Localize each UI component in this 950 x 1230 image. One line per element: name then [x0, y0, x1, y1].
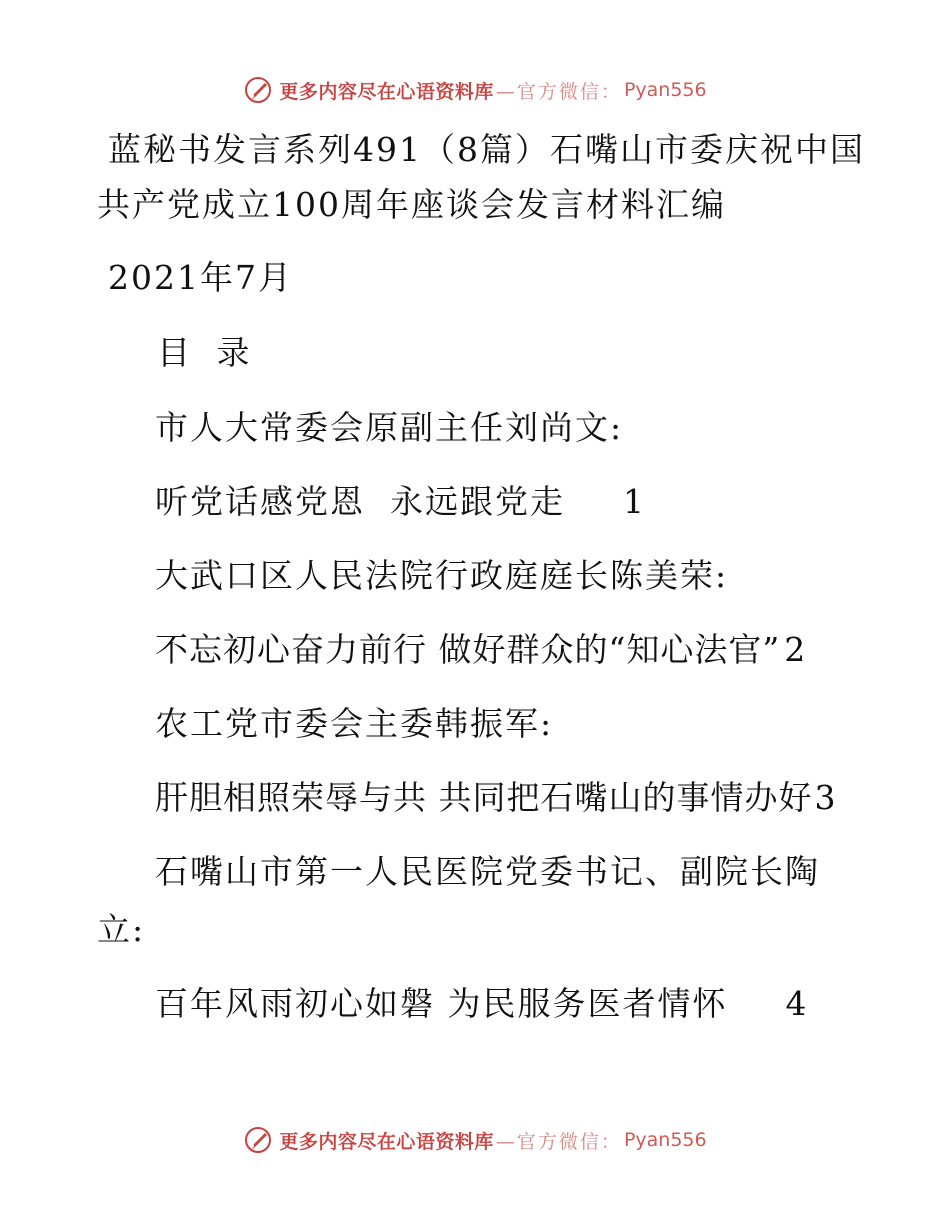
doc-date: 2021年7月 [108, 258, 293, 297]
toc-page-number: 3 [814, 778, 837, 817]
toc-page-number: 4 [785, 984, 809, 1023]
toc-speaker-3: 农工党市委会主委韩振军: [155, 704, 554, 743]
doc-title-line2: 共产党成立100周年座谈会发言材料汇编 [97, 185, 726, 224]
toc-page-number: 2 [784, 630, 807, 669]
toc-speaker-1: 市人大常委会原副主任刘尚文: [155, 408, 624, 447]
watermark-text: —官方微信： [495, 80, 622, 103]
doc-title-line1: 蓝秘书发言系列491（8篇）石嘴山市委庆祝中国 [108, 130, 865, 169]
toc-entry-title: 百年风雨初心如磐 为民服务医者情怀 [155, 984, 728, 1023]
watermark-highlight: 更多内容尽在心语资料库 [279, 80, 494, 103]
watermark-text: —官方微信： [495, 1130, 622, 1153]
watermark-wechat-id: Pyan556 [623, 79, 707, 101]
watermark-wechat-id: Pyan556 [623, 1129, 707, 1151]
footer-watermark [0, 1120, 950, 1160]
toc-speaker-4-line2: 立: [97, 910, 146, 949]
quill-logo-icon [243, 75, 273, 105]
toc-speaker-4-line1: 石嘴山市第一人民医院党委书记、副院长陶 [155, 852, 820, 891]
toc-entry-4[interactable] [155, 984, 809, 1024]
toc-entry-2[interactable] [155, 630, 806, 670]
toc-entry-title: 不忘初心奋力前行 做好群众的“知心法官” [155, 630, 781, 669]
watermark-highlight: 更多内容尽在心语资料库 [279, 1130, 494, 1153]
toc-speaker-2: 大武口区人民法院行政庭庭长陈美荣: [155, 556, 729, 595]
quill-logo-icon [243, 1125, 273, 1155]
toc-entry-3[interactable] [155, 778, 837, 818]
toc-entry-title: 肝胆相照荣辱与共 共同把石嘴山的事情办好 [155, 778, 813, 817]
toc-entry-title: 听党话感党恩 永远跟党走 [155, 482, 565, 521]
toc-heading: 目 录 [157, 333, 258, 372]
toc-page-number: 1 [622, 482, 646, 521]
toc-entry-1[interactable] [155, 482, 646, 522]
header-watermark [0, 70, 950, 110]
